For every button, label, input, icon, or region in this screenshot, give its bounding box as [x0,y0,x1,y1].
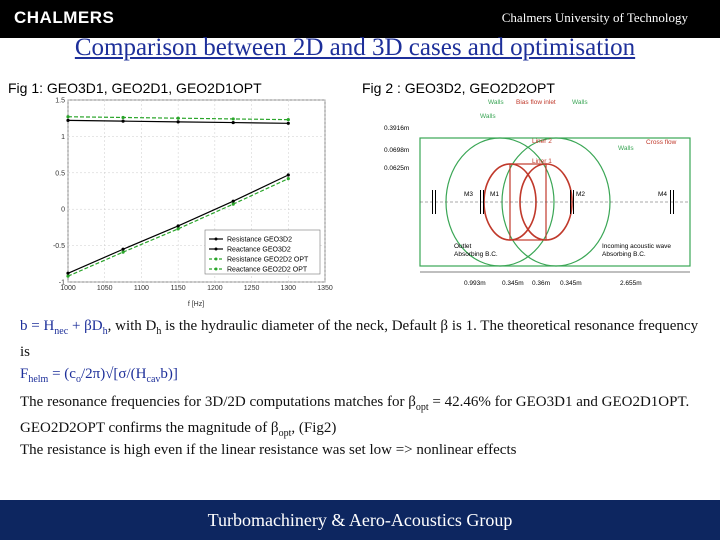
dim-bottom-1: 0.993m [464,280,486,287]
chart-point [121,120,124,123]
dim-bottom-4: 0.345m [560,280,582,287]
chart-xtick-label: 1000 [60,285,76,292]
label-m2: M2 [576,191,586,198]
footer-bar [0,500,720,540]
university-name: Chalmers University of Technology [501,10,688,25]
dim-bottom-2: 0.345m [502,280,524,287]
p1-rest2: is the hydraulic diameter of the neck, Default β is 1. The theoretical resonance frequency is [20,318,699,360]
paragraph-nonlinear: The resistance is high even if the linear resistance was set low => nonlinear effects [20,442,517,458]
p3-c: , (Fig2) [291,420,337,436]
chart-legend-label: Reactance GEO2D2 OPT [227,266,308,274]
label-m3: M3 [464,191,474,198]
chart-xtick-label: 1250 [243,285,260,292]
dim-bottom-3: 0.36m [532,280,551,287]
dim-left-1: 0.3916m [384,125,410,132]
label-walls-right: Walls [618,145,634,152]
chart-xtick-label: 1050 [96,285,113,292]
chart-xtick-label: 1350 [317,285,333,292]
fig1-caption: Fig 1: GEO3D1, GEO2D1, GEO2D1OPT [8,80,262,96]
label-absorbing-right: Absorbing B.C. [602,251,646,258]
chart-legend-label: Resistance GEO2D2 OPT [227,256,309,264]
chart-point [287,177,290,180]
chart-legend-marker [215,268,218,271]
chart-point [232,203,235,206]
p3-opt: opt [415,402,429,413]
label-liner1: Liner 1 [532,158,552,165]
p1-b: b = H [20,318,55,334]
chart-point [66,275,69,278]
paragraph-resonance-match [20,392,710,444]
chart-legend [205,230,320,274]
chart-point [287,118,290,121]
label-absorbing-left: Absorbing B.C. [454,251,498,258]
slide-title: Comparison between 2D and 3D cases and optimisation [74,34,636,61]
label-outlet: Outlet [454,243,472,250]
label-m4: M4 [658,191,668,198]
chart-xtick-label: 1300 [280,285,297,292]
top-bar [0,0,720,38]
label-cross-flow: Cross flow [646,139,677,146]
chart-legend-marker [215,248,218,251]
label-incoming-wave: Incoming acoustic wave [602,243,672,250]
footer-group-name: Turbomachinery & Aero-Acoustics Group [207,510,513,530]
chart-point [232,117,235,120]
chart-ytick-label: 1.5 [55,97,65,105]
chart-point [121,116,124,119]
chart-legend-marker [215,258,218,261]
p2-end: b)] [160,366,178,382]
p3-opt2: opt [278,428,292,439]
fig2-diagram [380,98,700,298]
chart-point [177,227,180,230]
chart-point [121,251,124,254]
chart-point [177,120,180,123]
chart-point [121,248,124,251]
chart-ytick-label: 1 [61,133,65,141]
chart-legend-label: Reactance GEO3D2 [227,246,291,254]
p2-eq: = (c [48,366,76,382]
p2-f: F [20,366,29,382]
label-walls-top-right: Walls [572,99,588,106]
chart-ytick-label: 0.5 [55,170,65,178]
paragraph-helmholtz-formula [20,364,710,390]
fig1-chart [0,95,360,310]
chart-legend-marker [215,238,218,241]
chart-xtick-label: 1200 [207,285,223,292]
chart-xtick-label: 1100 [133,285,149,292]
chart-ytick-label: -1 [58,279,65,287]
chart-point [287,122,290,125]
p1-plus: + βD [68,318,103,334]
p3-a: The resonance frequencies for 3D/2D computations matches for β [20,394,416,410]
label-m1: M1 [490,191,500,198]
chart-point [66,115,69,118]
paragraph-b-definition [20,316,710,363]
p2-cav: cav [146,374,161,385]
p1-h: h [102,326,108,337]
chart-point [66,119,69,122]
label-bias-flow: Bias flow inlet [516,99,556,106]
p3-b: = 42.46% for GEO3D1 and GEO2D1OPT. GEO2D2OPT confirms the magnitude of β [20,394,690,436]
chart-point [177,117,180,120]
label-walls-mid: Walls [480,113,496,120]
chart-xlabel: f [Hz] [187,301,205,308]
dim-left-2: 0.0698m [384,147,410,154]
dim-left-3: 0.0625m [384,165,410,172]
dim-bottom-5: 2.655m [620,280,642,287]
chalmers-logo: CHALMERS [14,8,115,27]
p1-nec: nec [54,326,69,337]
chart-point [66,272,69,275]
chart-point [232,200,235,203]
p2-o: o [75,374,81,385]
p1-h2: h [156,326,162,337]
p1-rest: , with D [107,318,157,334]
p2-mid: /2π)√[σ/(H [80,366,147,382]
fig2-caption: Fig 2 : GEO3D2, GEO2D2OPT [362,80,555,96]
chart-ytick-label: -0.5 [52,243,65,251]
chart-point [232,121,235,124]
label-liner2: Liner 2 [532,138,552,145]
chart-ytick-label: 0 [61,206,65,214]
chart-point [177,224,180,227]
label-walls-top-left: Walls [488,99,504,106]
chart-legend-label: Resistance GEO3D2 [227,236,292,244]
chart-point [287,173,290,176]
p2-helm: helm [28,374,49,385]
chart-xtick-label: 1150 [170,285,186,292]
